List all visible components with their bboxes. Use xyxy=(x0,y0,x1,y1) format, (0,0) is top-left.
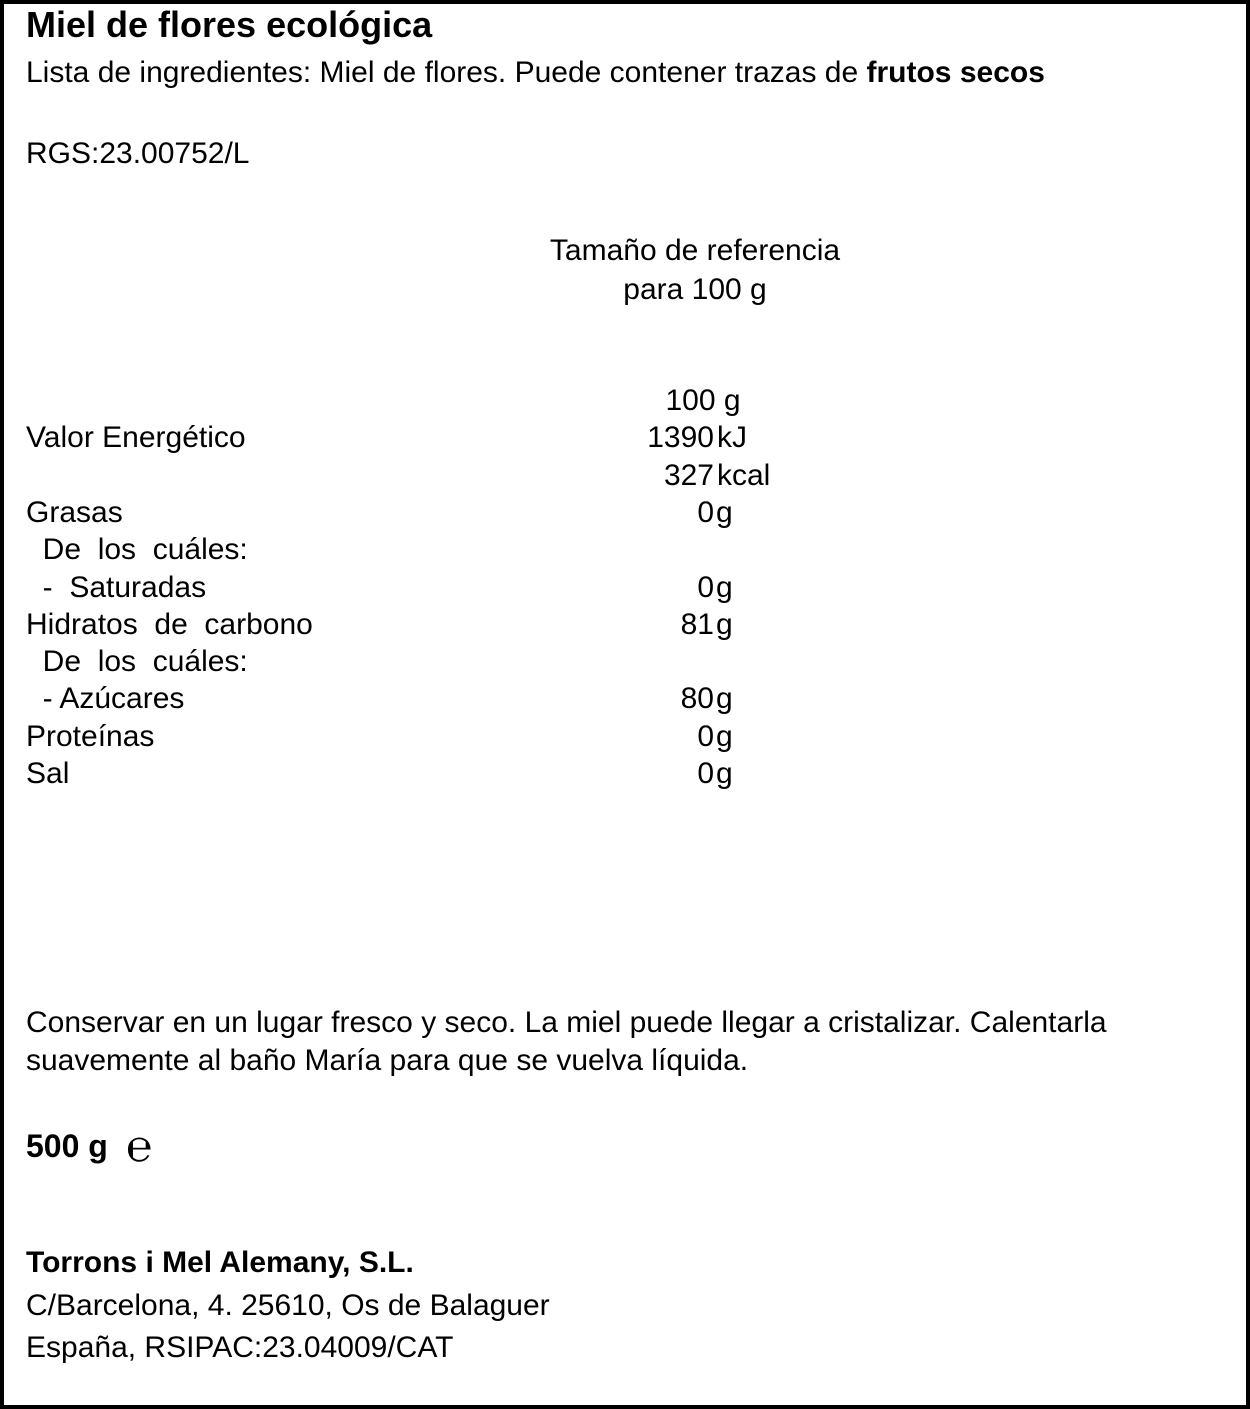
reference-size-line1: Tamaño de referencia xyxy=(549,234,841,267)
nutrient-value: 0 xyxy=(697,496,714,529)
net-weight: 500 g xyxy=(26,1128,108,1164)
energy-kj-unit: kJ xyxy=(717,421,747,454)
nutrient-unit: g xyxy=(716,608,733,641)
company-address: C/Barcelona, 4. 25610, Os de Balaguer xyxy=(26,1289,550,1322)
allergen-text: frutos secos xyxy=(866,56,1045,89)
nutrient-value: 81 xyxy=(680,608,714,641)
ingredients-text: Lista de ingredientes: Miel de flores. Puede contener trazas de xyxy=(26,56,867,89)
energy-kcal-unit: kcal xyxy=(717,459,771,492)
nutrient-value: 80 xyxy=(680,682,714,715)
company-registration: España, RSIPAC:23.04009/CAT xyxy=(26,1331,454,1364)
storage-instructions-line2: suavemente al baño María para que se vuelva líquida. xyxy=(26,1044,749,1077)
storage-instructions-line1: Conservar en un lugar fresco y seco. La miel puede llegar a cristalizar. Calentarla xyxy=(26,1006,1107,1039)
nutrient-unit: g xyxy=(716,720,733,753)
nutrient-label: Proteínas xyxy=(26,720,155,753)
product-title: Miel de flores ecológica xyxy=(26,4,433,45)
nutrient-value: 0 xyxy=(697,720,714,753)
nutrient-unit: g xyxy=(716,571,733,604)
energy-kcal-value: 327 xyxy=(663,459,714,492)
nutrient-unit: g xyxy=(716,682,733,715)
energy-label: Valor Energético xyxy=(26,421,246,454)
nutrient-label: Sal xyxy=(26,757,70,790)
nutrient-label: Grasas xyxy=(26,496,123,529)
nutrient-label: Hidratos de carbono xyxy=(26,608,313,641)
nutrient-value: 0 xyxy=(697,571,714,604)
nutrient-label: - Azúcares xyxy=(26,682,185,715)
estimated-sign-icon: ℮ xyxy=(126,1121,153,1172)
energy-kj-value: 1390 xyxy=(647,421,714,454)
company-name: Torrons i Mel Alemany, S.L. xyxy=(26,1246,414,1279)
nutrient-unit: g xyxy=(716,757,733,790)
nutrient-unit: g xyxy=(716,496,733,529)
nutrition-column-header: 100 g xyxy=(665,384,741,417)
nutrient-sublabel: De los cuáles: xyxy=(26,645,248,678)
nutrient-label: - Saturadas xyxy=(26,571,207,604)
reference-size-line2: para 100 g xyxy=(623,273,767,306)
ingredients-line xyxy=(26,55,1045,91)
rgs-number: RGS:23.00752/L xyxy=(26,137,250,170)
nutrient-value: 0 xyxy=(697,757,714,790)
nutrient-sublabel: De los cuáles: xyxy=(26,533,248,566)
